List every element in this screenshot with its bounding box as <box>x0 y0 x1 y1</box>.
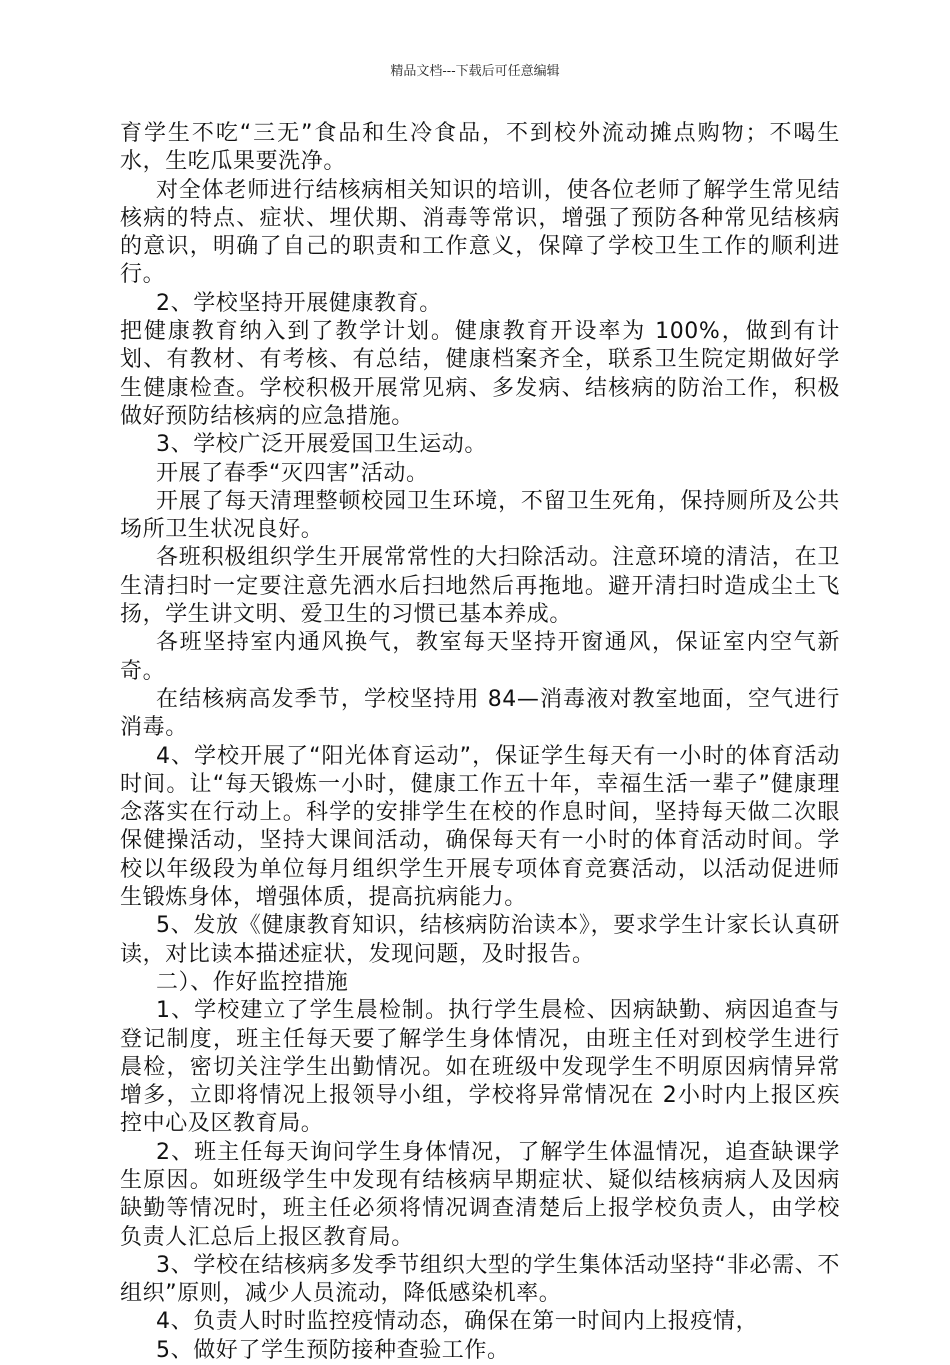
section-heading: 2、学校坚持开展健康教育。 <box>156 290 442 316</box>
paragraph: 4、负责人时时监控疫情动态，确保在第一时间内上报疫情， <box>156 1309 759 1335</box>
paragraph: 在结核病高发季节，学校坚持用 84—消毒液对教室地面，空气进行消毒。 <box>120 686 840 741</box>
paragraph: 1、学校建立了学生晨检制。执行学生晨检、因病缺勤、病因追查与登记制度，班主任每天要了解学生身体情况，由班主任对到校学生进行晨检，密切关注学生出勤情况。如在班级中发现学生不明原因病情异常增多，立即将情况上报领导小组，学校将异常情况在 2小时内上报区疾控中心及区教育局。 <box>120 998 840 1137</box>
paragraph: 5、做好了学生预防接种查验工作。 <box>156 1337 510 1363</box>
paragraph: 对全体老师进行结核病相关知识的培训，使各位老师了解学生常见结核病的特点、症状、埋伏期、消毒等常识，增强了预防各种常见结核病的意识，明确了自己的职责和工作意义，保障了学校卫生工作的顺利进行。 <box>120 177 840 288</box>
paragraph: 5、发放《健康教育知识，结核病防治读本》，要求学生计家长认真研读，对比读本描述症状，发现问题，及时报告。 <box>120 913 840 967</box>
section-heading: 二）、作好监控措施 <box>156 969 349 995</box>
document-body <box>120 120 840 1365</box>
paragraph: 2、班主任每天询问学生身体情况，了解学生体温情况，追查缺课学生原因。如班级学生中发现有结核病早期症状、疑似结核病病人及因病缺勤等情况时，班主任必须将情况调查清楚后上报学校负责人，由学校负责人汇总后上报区教育局。 <box>120 1139 840 1250</box>
section-heading: 3、学校广泛开展爱国卫生运动。 <box>156 432 487 458</box>
paragraph: 开展了春季“灭四害”活动。 <box>156 460 429 486</box>
paragraph: 各班坚持室内通风换气，教室每天坚持开窗通风，保证室内空气新奇。 <box>120 630 840 684</box>
paragraph: 把健康教育纳入到了教学计划。健康教育开设率为 100%，做到有计划、有教材、有考核、有总结，健康档案齐全，联系卫生院定期做好学生健康检查。学校积极开展常见病、多发病、结核病的防治工作，积极做好预防结核病的应急措施。 <box>120 319 840 429</box>
paragraph: 育学生不吃“三无”食品和生冷食品，不到校外流动摊点购物；不喝生水，生吃瓜果要洗净。 <box>120 121 840 175</box>
page-header: 精品文档---下载后可任意编辑 <box>390 64 560 79</box>
paragraph: 3、学校在结核病多发季节组织大型的学生集体活动坚持“非必需、不组织”原则，减少人员流动，降低感染机率。 <box>120 1252 840 1307</box>
paragraph: 4、学校开展了“阳光体育运动”，保证学生每天有一小时的体育活动时间。让“每天锻炼一小时，健康工作五十年，幸福生活一辈子”健康理念落实在行动上。科学的安排学生在校的作息时间，坚持每天做二次眼保健操活动，坚持大课间活动，确保每天有一小时的体育活动时间。学校以年级段为单位每月组织学生开展专项体育竞赛活动，以活动促进师生锻炼身体，增强体质，提高抗病能力。 <box>120 743 840 911</box>
paragraph: 各班积极组织学生开展常常性的大扫除活动。注意环境的清洁，在卫生清扫时一定要注意先洒水后扫地然后再拖地。避开清扫时造成尘土飞扬，学生讲文明、爱卫生的习惯已基本养成。 <box>120 545 840 628</box>
paragraph: 开展了每天清理整顿校园卫生环境，不留卫生死角，保持厕所及公共场所卫生状况良好。 <box>120 488 840 543</box>
